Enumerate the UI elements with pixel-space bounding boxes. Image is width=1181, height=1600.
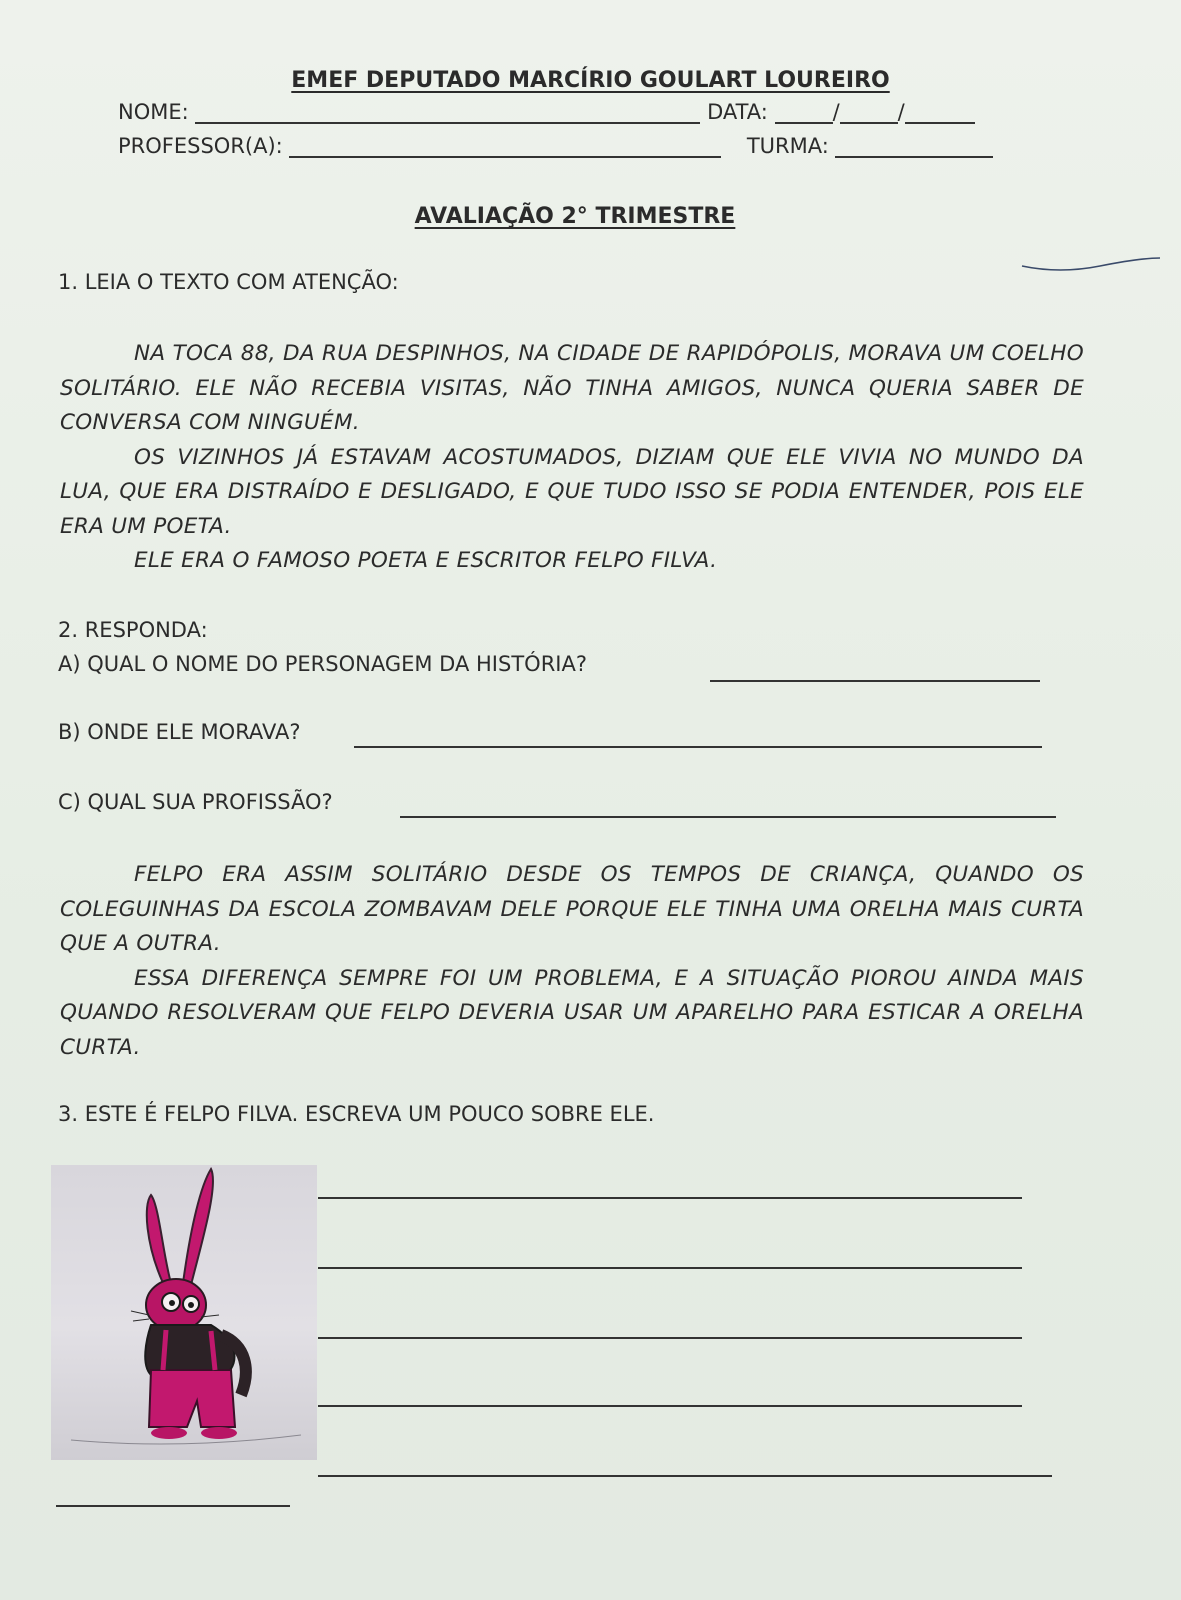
date-year-field[interactable] (905, 122, 975, 124)
answer-line-2a[interactable] (710, 680, 1040, 682)
rabbit-icon (51, 1165, 317, 1460)
story-text-1 (60, 337, 1084, 579)
answer-line-2c[interactable] (400, 816, 1056, 818)
school-name: EMEF DEPUTADO MARCÍRIO GOULART LOUREIRO (291, 68, 890, 93)
answer-line-3-2[interactable] (318, 1267, 1022, 1269)
nome-label: NOME: (118, 100, 189, 124)
question-3-instruction: 3. ESTE É FELPO FILVA. ESCREVA UM POUCO SOBRE ELE. (58, 1102, 655, 1126)
story-paragraph: ESSA DIFERENÇA SEMPRE FOI UM PROBLEMA, E A SITUAÇÃO PIOROU AINDA MAIS QUANDO RESOLVERAM QUE FELPO DEVERIA USAR UM APARELHO PARA ESTICAR A ORELHA CURTA. (60, 965, 1084, 1060)
nome-field[interactable] (195, 122, 700, 124)
data-label: DATA: (707, 100, 768, 124)
evaluation-title: AVALIAÇÃO 2° TRIMESTRE (414, 204, 736, 229)
answer-line-2b[interactable] (354, 746, 1042, 748)
question-1-instruction: 1. LEIA O TEXTO COM ATENÇÃO: (58, 270, 399, 294)
professor-row (118, 134, 993, 158)
nome-row (118, 100, 975, 124)
felpo-filva-illustration (51, 1165, 317, 1460)
turma-field[interactable] (835, 156, 993, 158)
professor-field[interactable] (289, 156, 721, 158)
answer-line-3-5[interactable] (318, 1475, 1052, 1477)
answer-line-3-4[interactable] (318, 1405, 1022, 1407)
answer-line-3-6[interactable] (56, 1505, 290, 1507)
answer-line-3-1[interactable] (318, 1197, 1022, 1199)
date-separator: / (832, 100, 840, 124)
story-paragraph: FELPO ERA ASSIM SOLITÁRIO DESDE OS TEMPOS DE CRIANÇA, QUANDO OS COLEGUINHAS DA ESCOLA ZOMBAVAM DELE PORQUE ELE TINHA UMA ORELHA MAIS CURTA QUE A OUTRA. (60, 862, 1084, 956)
turma-label: TURMA: (746, 134, 829, 158)
answer-line-3-3[interactable] (318, 1337, 1022, 1339)
story-paragraph: ELE ERA O FAMOSO POETA E ESCRITOR FELPO FILVA. (134, 548, 718, 573)
date-day-field[interactable] (775, 122, 833, 124)
pencil-stroke (1020, 254, 1160, 274)
story-text-2 (60, 858, 1084, 1065)
story-paragraph: OS VIZINHOS JÁ ESTAVAM ACOSTUMADOS, DIZIAM QUE ELE VIVIA NO MUNDO DA LUA, QUE ERA DISTRAÍDO E DESLIGADO, E QUE TUDO ISSO SE PODIA ENTENDER, POIS ELE ERA UM POETA. (60, 444, 1084, 539)
question-2a: A) QUAL O NOME DO PERSONAGEM DA HISTÓRIA? (58, 652, 587, 676)
story-paragraph: NA TOCA 88, DA RUA DESPINHOS, NA CIDADE DE RAPIDÓPOLIS, MORAVA UM COELHO SOLITÁRIO. ELE NÃO RECEBIA VISITAS, NÃO TINHA AMIGOS, NUNCA QUERIA SABER DE CONVERSA COM NINGUÉM. (60, 341, 1084, 435)
date-month-field[interactable] (840, 122, 898, 124)
question-2b: B) ONDE ELE MORAVA? (58, 720, 301, 744)
question-2c: C) QUAL SUA PROFISSÃO? (58, 790, 333, 814)
question-2-instruction: 2. RESPONDA: (58, 618, 208, 642)
professor-label: PROFESSOR(A): (118, 134, 283, 158)
date-separator: / (897, 100, 905, 124)
